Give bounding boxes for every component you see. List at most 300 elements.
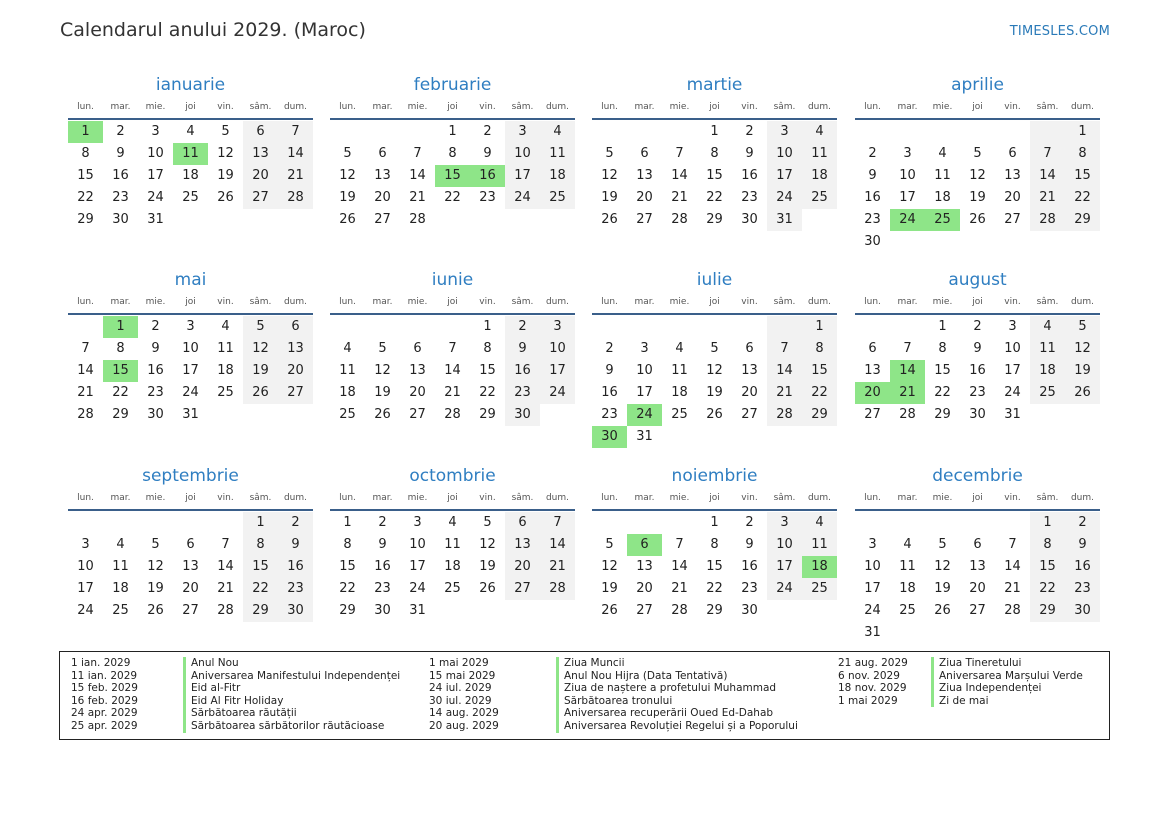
header-rule — [330, 509, 575, 511]
weekday-header: mar. — [110, 102, 131, 112]
day-cell: 11 — [899, 559, 916, 574]
day-cell: 17 — [182, 363, 199, 378]
day-cell: 26 — [374, 407, 391, 422]
holiday-day-cell: 11 — [173, 143, 208, 165]
day-cell: 1 — [1065, 121, 1100, 143]
day-cell: 11 — [444, 537, 461, 552]
header-rule — [855, 313, 1100, 315]
day-cell: 6 — [640, 146, 649, 161]
day-cell: 9 — [868, 168, 877, 183]
day-cell: 31 — [864, 625, 881, 640]
month-grid — [855, 96, 1100, 253]
day-cell: 13 — [409, 363, 426, 378]
day-cell: 5 — [605, 537, 614, 552]
day-cell: 27 — [1004, 212, 1021, 227]
day-cell: 12 — [1065, 338, 1100, 360]
day-cell: 14 — [671, 168, 688, 183]
day-cell: 22 — [444, 190, 461, 205]
day-cell: 13 — [505, 534, 540, 556]
day-cell: 4 — [221, 319, 230, 334]
day-cell: 14 — [409, 168, 426, 183]
empty-cell — [330, 316, 365, 338]
empty-cell — [627, 316, 662, 338]
empty-cell — [435, 316, 470, 338]
day-cell: 2 — [378, 515, 387, 530]
day-cell: 8 — [710, 537, 719, 552]
day-cell: 23 — [741, 190, 758, 205]
day-cell: 24 — [864, 603, 881, 618]
holiday-day-cell: 15 — [103, 360, 138, 382]
legend-date: 30 iul. 2029 — [429, 694, 492, 707]
legend-holiday-name: Ziua de naștere a profetului Muhammad — [556, 682, 776, 695]
weekday-header: vin. — [479, 297, 496, 307]
weekday-header: lun. — [339, 297, 356, 307]
day-cell: 15 — [1065, 165, 1100, 187]
month-grid — [592, 487, 837, 622]
day-cell: 8 — [938, 341, 947, 356]
day-cell: 24 — [409, 581, 426, 596]
day-cell: 10 — [899, 168, 916, 183]
day-cell: 29 — [77, 212, 94, 227]
day-cell: 5 — [1065, 316, 1100, 338]
day-cell: 4 — [802, 121, 837, 143]
day-cell: 22 — [243, 578, 278, 600]
weekday-header: lun. — [77, 102, 94, 112]
day-cell: 9 — [483, 146, 492, 161]
weekday-header: vin. — [741, 297, 758, 307]
day-cell: 19 — [601, 190, 618, 205]
day-cell: 30 — [374, 603, 391, 618]
brand-link[interactable]: TIMESLES.COM — [1009, 24, 1110, 39]
day-cell: 6 — [413, 341, 422, 356]
day-cell: 17 — [1004, 363, 1021, 378]
day-cell: 22 — [339, 581, 356, 596]
day-cell: 1 — [343, 515, 352, 530]
day-cell: 4 — [903, 537, 912, 552]
weekday-header: dum. — [283, 493, 308, 503]
legend-holiday-name: Eid al-Fitr — [183, 682, 240, 695]
day-cell: 29 — [706, 603, 723, 618]
day-cell: 17 — [505, 165, 540, 187]
day-cell: 12 — [479, 537, 496, 552]
legend-holiday-name: Sărbătoarea sărbătorilor răutăcioase — [183, 720, 384, 733]
day-cell: 18 — [217, 363, 234, 378]
weekday-header: mie. — [669, 493, 690, 503]
day-cell: 24 — [767, 578, 802, 600]
legend-holiday-name: Aniversarea Marșului Verde — [931, 670, 1083, 683]
weekday-header: sâm. — [1036, 102, 1059, 112]
day-cell: 19 — [706, 385, 723, 400]
legend-date: 11 ian. 2029 — [71, 669, 138, 682]
holiday-day-cell: 6 — [627, 534, 662, 556]
day-cell: 6 — [505, 512, 540, 534]
weekday-header: joi — [709, 102, 720, 112]
day-cell: 26 — [601, 212, 618, 227]
day-cell: 21 — [767, 382, 802, 404]
empty-cell — [855, 316, 890, 338]
day-cell: 7 — [1008, 537, 1017, 552]
day-cell: 3 — [1008, 319, 1017, 334]
day-cell: 13 — [182, 559, 199, 574]
day-cell: 15 — [243, 556, 278, 578]
day-cell: 9 — [378, 537, 387, 552]
header-rule — [68, 313, 313, 315]
day-cell: 9 — [745, 146, 754, 161]
weekday-header: mie. — [145, 102, 166, 112]
day-cell: 31 — [636, 429, 653, 444]
month-grid — [592, 96, 837, 231]
day-cell: 21 — [540, 556, 575, 578]
empty-cell — [627, 512, 662, 534]
holiday-day-cell: 15 — [435, 165, 470, 187]
legend-date: 1 mai 2029 — [838, 694, 898, 707]
day-cell: 19 — [1065, 360, 1100, 382]
day-cell: 14 — [1030, 165, 1065, 187]
month-grid — [68, 487, 313, 622]
day-cell: 21 — [444, 385, 461, 400]
day-cell: 19 — [217, 168, 234, 183]
day-cell: 20 — [243, 165, 278, 187]
day-cell: 25 — [671, 407, 688, 422]
weekday-header: lun. — [601, 297, 618, 307]
day-cell: 8 — [116, 341, 125, 356]
weekday-header: vin. — [217, 297, 234, 307]
day-cell: 4 — [186, 124, 195, 139]
empty-cell — [400, 316, 435, 338]
day-cell: 6 — [243, 121, 278, 143]
weekday-header: vin. — [1004, 493, 1021, 503]
day-cell: 29 — [706, 212, 723, 227]
weekday-header: mie. — [932, 102, 953, 112]
day-cell: 5 — [221, 124, 230, 139]
day-cell: 16 — [741, 168, 758, 183]
day-cell: 29 — [1065, 209, 1100, 231]
header-rule — [855, 509, 1100, 511]
day-cell: 22 — [706, 581, 723, 596]
weekday-header: vin. — [217, 102, 234, 112]
day-cell: 2 — [745, 124, 754, 139]
day-cell: 18 — [934, 190, 951, 205]
day-cell: 11 — [671, 363, 688, 378]
weekday-header: joi — [185, 102, 196, 112]
day-cell: 26 — [217, 190, 234, 205]
day-cell: 30 — [278, 600, 313, 622]
day-cell: 18 — [802, 165, 837, 187]
day-cell: 20 — [374, 190, 391, 205]
legend-date: 24 apr. 2029 — [71, 707, 138, 720]
legend-date: 20 aug. 2029 — [429, 720, 499, 732]
legend-date: 14 aug. 2029 — [429, 707, 499, 720]
day-cell: 5 — [151, 537, 160, 552]
day-cell: 11 — [934, 168, 951, 183]
empty-cell — [662, 316, 697, 338]
day-cell: 2 — [1065, 512, 1100, 534]
day-cell: 3 — [903, 146, 912, 161]
day-cell: 19 — [969, 190, 986, 205]
legend-holiday-name: Ziua Tineretului — [931, 657, 1021, 670]
weekday-header: lun. — [601, 102, 618, 112]
day-cell: 24 — [1004, 385, 1021, 400]
month-mai — [68, 269, 313, 426]
day-cell: 30 — [741, 212, 758, 227]
day-cell: 1 — [483, 319, 492, 334]
day-cell: 5 — [483, 515, 492, 530]
day-cell: 2 — [116, 124, 125, 139]
weekday-header: dum. — [545, 297, 570, 307]
day-cell: 8 — [483, 341, 492, 356]
month-name: august — [948, 270, 1007, 290]
month-octombrie — [330, 465, 575, 622]
day-cell: 12 — [374, 363, 391, 378]
day-cell: 27 — [243, 187, 278, 209]
day-cell: 6 — [278, 316, 313, 338]
weekday-header: joi — [447, 493, 458, 503]
day-cell: 11 — [1030, 338, 1065, 360]
day-cell: 15 — [706, 559, 723, 574]
day-cell: 27 — [636, 212, 653, 227]
month-iunie — [330, 269, 575, 426]
empty-cell — [890, 316, 925, 338]
holiday-day-cell: 30 — [592, 426, 627, 448]
weekday-header: lun. — [864, 102, 881, 112]
page-title: Calendarul anului 2029. (Maroc) — [60, 19, 366, 41]
day-cell: 15 — [479, 363, 496, 378]
day-cell: 16 — [112, 168, 129, 183]
empty-cell — [960, 121, 995, 143]
weekday-header: mie. — [932, 493, 953, 503]
day-cell: 30 — [969, 407, 986, 422]
month-name: mai — [174, 270, 207, 290]
day-cell: 28 — [1030, 209, 1065, 231]
day-cell: 4 — [448, 515, 457, 530]
weekday-header: joi — [972, 102, 983, 112]
header-rule — [592, 313, 837, 315]
day-cell: 8 — [1065, 143, 1100, 165]
day-cell: 28 — [1004, 603, 1021, 618]
day-cell: 17 — [864, 581, 881, 596]
weekday-header: sâm. — [249, 102, 272, 112]
day-cell: 9 — [505, 338, 540, 360]
empty-cell — [890, 512, 925, 534]
day-cell: 22 — [706, 190, 723, 205]
day-cell: 8 — [1030, 534, 1065, 556]
day-cell: 26 — [243, 382, 278, 404]
day-cell: 8 — [710, 146, 719, 161]
day-cell: 26 — [601, 603, 618, 618]
day-cell: 25 — [802, 578, 837, 600]
weekday-header: lun. — [339, 493, 356, 503]
day-cell: 25 — [1030, 382, 1065, 404]
empty-cell — [662, 512, 697, 534]
day-cell: 9 — [1065, 534, 1100, 556]
month-grid — [330, 96, 575, 231]
day-cell: 3 — [413, 515, 422, 530]
day-cell: 16 — [601, 385, 618, 400]
day-cell: 31 — [409, 603, 426, 618]
day-cell: 3 — [767, 512, 802, 534]
day-cell: 18 — [112, 581, 129, 596]
day-cell: 23 — [864, 212, 881, 227]
header-rule — [68, 118, 313, 120]
day-cell: 20 — [636, 581, 653, 596]
day-cell: 14 — [767, 360, 802, 382]
weekday-header: dum. — [807, 297, 832, 307]
month-name: ianuarie — [155, 75, 226, 95]
day-cell: 8 — [448, 146, 457, 161]
month-septembrie — [68, 465, 313, 622]
legend-date: 1 ian. 2029 — [71, 657, 131, 669]
weekday-header: mie. — [145, 493, 166, 503]
day-cell: 16 — [147, 363, 164, 378]
empty-cell — [995, 512, 1030, 534]
day-cell: 21 — [671, 190, 688, 205]
day-cell: 20 — [505, 556, 540, 578]
day-cell: 31 — [147, 212, 164, 227]
day-cell: 17 — [767, 556, 802, 578]
weekday-header: sâm. — [773, 493, 796, 503]
empty-cell — [330, 121, 365, 143]
weekday-header: joi — [709, 493, 720, 503]
day-cell: 24 — [540, 382, 575, 404]
day-cell: 4 — [343, 341, 352, 356]
legend-date: 15 mai 2029 — [429, 669, 496, 682]
empty-cell — [208, 512, 243, 534]
day-cell: 26 — [969, 212, 986, 227]
day-cell: 7 — [675, 146, 684, 161]
day-cell: 6 — [973, 537, 982, 552]
day-cell: 19 — [374, 385, 391, 400]
day-cell: 16 — [741, 559, 758, 574]
day-cell: 2 — [151, 319, 160, 334]
month-noiembrie — [592, 465, 837, 622]
day-cell: 5 — [243, 316, 278, 338]
day-cell: 1 — [243, 512, 278, 534]
day-cell: 26 — [1065, 382, 1100, 404]
day-cell: 30 — [864, 234, 881, 249]
day-cell: 17 — [409, 559, 426, 574]
day-cell: 2 — [868, 146, 877, 161]
day-cell: 1 — [448, 124, 457, 139]
month-grid — [330, 291, 575, 426]
day-cell: 5 — [710, 341, 719, 356]
day-cell: 26 — [147, 603, 164, 618]
holiday-day-cell: 21 — [890, 382, 925, 404]
weekday-header: mie. — [407, 493, 428, 503]
day-cell: 10 — [864, 559, 881, 574]
day-cell: 23 — [278, 578, 313, 600]
month-name: iulie — [696, 270, 733, 290]
weekday-header: dum. — [1070, 297, 1095, 307]
empty-cell — [767, 316, 802, 338]
day-cell: 9 — [278, 534, 313, 556]
weekday-header: mar. — [372, 102, 393, 112]
day-cell: 27 — [636, 603, 653, 618]
day-cell: 20 — [409, 385, 426, 400]
day-cell: 9 — [973, 341, 982, 356]
holiday-day-cell: 1 — [68, 121, 103, 143]
day-cell: 9 — [116, 146, 125, 161]
day-cell: 10 — [147, 146, 164, 161]
day-cell: 29 — [1030, 600, 1065, 622]
day-cell: 5 — [973, 146, 982, 161]
day-cell: 30 — [505, 404, 540, 426]
day-cell: 21 — [77, 385, 94, 400]
day-cell: 15 — [706, 168, 723, 183]
header-rule — [592, 509, 837, 511]
month-grid — [68, 291, 313, 426]
day-cell: 7 — [540, 512, 575, 534]
weekday-header: mar. — [110, 493, 131, 503]
legend-date: 24 iul. 2029 — [429, 682, 492, 695]
weekday-header: vin. — [479, 493, 496, 503]
weekday-header: joi — [447, 297, 458, 307]
legend-holiday-name: Anul Nou — [183, 657, 239, 670]
day-cell: 13 — [636, 559, 653, 574]
weekday-header: lun. — [77, 493, 94, 503]
day-cell: 7 — [221, 537, 230, 552]
weekday-header: dum. — [545, 102, 570, 112]
day-cell: 7 — [278, 121, 313, 143]
day-cell: 26 — [479, 581, 496, 596]
day-cell: 4 — [116, 537, 125, 552]
day-cell: 30 — [112, 212, 129, 227]
weekday-header: joi — [709, 297, 720, 307]
weekday-header: lun. — [864, 493, 881, 503]
day-cell: 5 — [378, 341, 387, 356]
legend-holiday-name: Eid Al Fitr Holiday — [183, 695, 283, 708]
day-cell: 24 — [182, 385, 199, 400]
weekday-header: lun. — [864, 297, 881, 307]
day-cell: 11 — [339, 363, 356, 378]
day-cell: 25 — [540, 187, 575, 209]
day-cell: 19 — [479, 559, 496, 574]
day-cell: 15 — [77, 168, 94, 183]
weekday-header: vin. — [1004, 102, 1021, 112]
day-cell: 28 — [767, 404, 802, 426]
day-cell: 12 — [243, 338, 278, 360]
day-cell: 4 — [1030, 316, 1065, 338]
day-cell: 20 — [636, 190, 653, 205]
day-cell: 1 — [1030, 512, 1065, 534]
weekday-header: lun. — [601, 493, 618, 503]
day-cell: 29 — [479, 407, 496, 422]
legend-holiday-name: Ziua Muncii — [556, 657, 625, 670]
legend-holiday-name: Ziua Independenței — [931, 682, 1041, 695]
weekday-header: sâm. — [1036, 493, 1059, 503]
day-cell: 31 — [1004, 407, 1021, 422]
day-cell: 13 — [636, 168, 653, 183]
day-cell: 10 — [636, 363, 653, 378]
weekday-header: mar. — [897, 102, 918, 112]
legend-holiday-name: Sărbătoarea tronului — [556, 695, 672, 708]
legend-holiday-name: Aniversarea recuperării Oued Ed-Dahab — [556, 707, 773, 720]
day-cell: 8 — [81, 146, 90, 161]
day-cell: 28 — [217, 603, 234, 618]
holiday-day-cell: 14 — [890, 360, 925, 382]
weekday-header: sâm. — [511, 297, 534, 307]
day-cell: 20 — [969, 581, 986, 596]
day-cell: 18 — [444, 559, 461, 574]
month-name: decembrie — [932, 466, 1023, 486]
day-cell: 8 — [243, 534, 278, 556]
weekday-header: joi — [447, 102, 458, 112]
empty-cell — [365, 316, 400, 338]
day-cell: 31 — [767, 209, 802, 231]
day-cell: 28 — [540, 578, 575, 600]
day-cell: 27 — [278, 382, 313, 404]
day-cell: 10 — [409, 537, 426, 552]
day-cell: 6 — [1008, 146, 1017, 161]
